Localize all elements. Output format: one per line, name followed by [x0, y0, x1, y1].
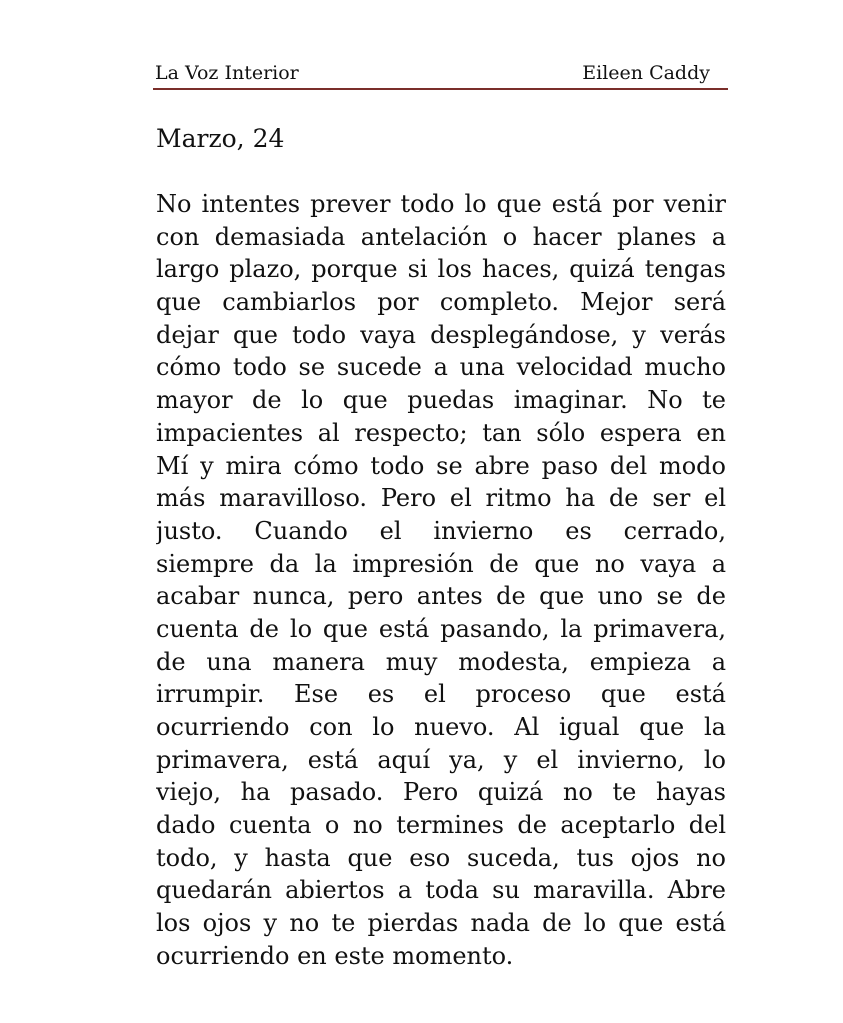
text-line: que cambiarlos por completo. Mejor será [156, 288, 726, 317]
text-line: dejar que todo vaya desplegándose, y verás [156, 320, 726, 349]
text-line: impacientes al respecto; tan sólo espera en [156, 418, 726, 447]
text-line: justo. Cuando el invierno es cerrado, [156, 516, 726, 545]
book-title: La Voz Interior [155, 62, 299, 84]
text-line: con demasiada antelación o hacer planes a [156, 222, 726, 251]
text-line: acabar nunca, pero antes de que uno se de [156, 582, 726, 611]
text-line: cuenta de lo que está pasando, la primavera, [156, 614, 726, 643]
text-line: más maravilloso. Pero el ritmo ha de ser el [156, 484, 726, 513]
text-line: dado cuenta o no termines de aceptarlo del [156, 811, 726, 840]
text-line: viejo, ha pasado. Pero quizá no te hayas [156, 778, 726, 807]
entry-body-text [156, 188, 726, 973]
author-name: Eileen Caddy [582, 62, 710, 84]
text-line: largo plazo, porque si los haces, quizá tengas [156, 255, 726, 284]
text-line: ocurriendo en este momento. [156, 941, 514, 970]
text-line: primavera, está aquí ya, y el invierno, lo [156, 745, 726, 774]
text-line: mayor de lo que puedas imaginar. No te [156, 386, 726, 415]
text-line: de una manera muy modesta, empieza a [156, 647, 726, 676]
text-line: Mí y mira cómo todo se abre paso del modo [156, 451, 726, 480]
text-line: todo, y hasta que eso suceda, tus ojos no [156, 843, 726, 872]
text-line: irrumpir. Ese es el proceso que está [156, 680, 726, 709]
entry-date: Marzo, 24 [156, 124, 285, 153]
text-line: ocurriendo con lo nuevo. Al igual que la [156, 713, 726, 741]
text-line: quedarán abiertos a toda su maravilla. Abre [156, 876, 726, 905]
text-line: los ojos y no te pierdas nada de lo que está [156, 909, 726, 938]
text-line: cómo todo se sucede a una velocidad mucho [156, 353, 726, 382]
text-line: siempre da la impresión de que no vaya a [156, 549, 726, 578]
text-line: No intentes prever todo lo que está por venir [156, 190, 726, 218]
running-header [153, 60, 728, 90]
